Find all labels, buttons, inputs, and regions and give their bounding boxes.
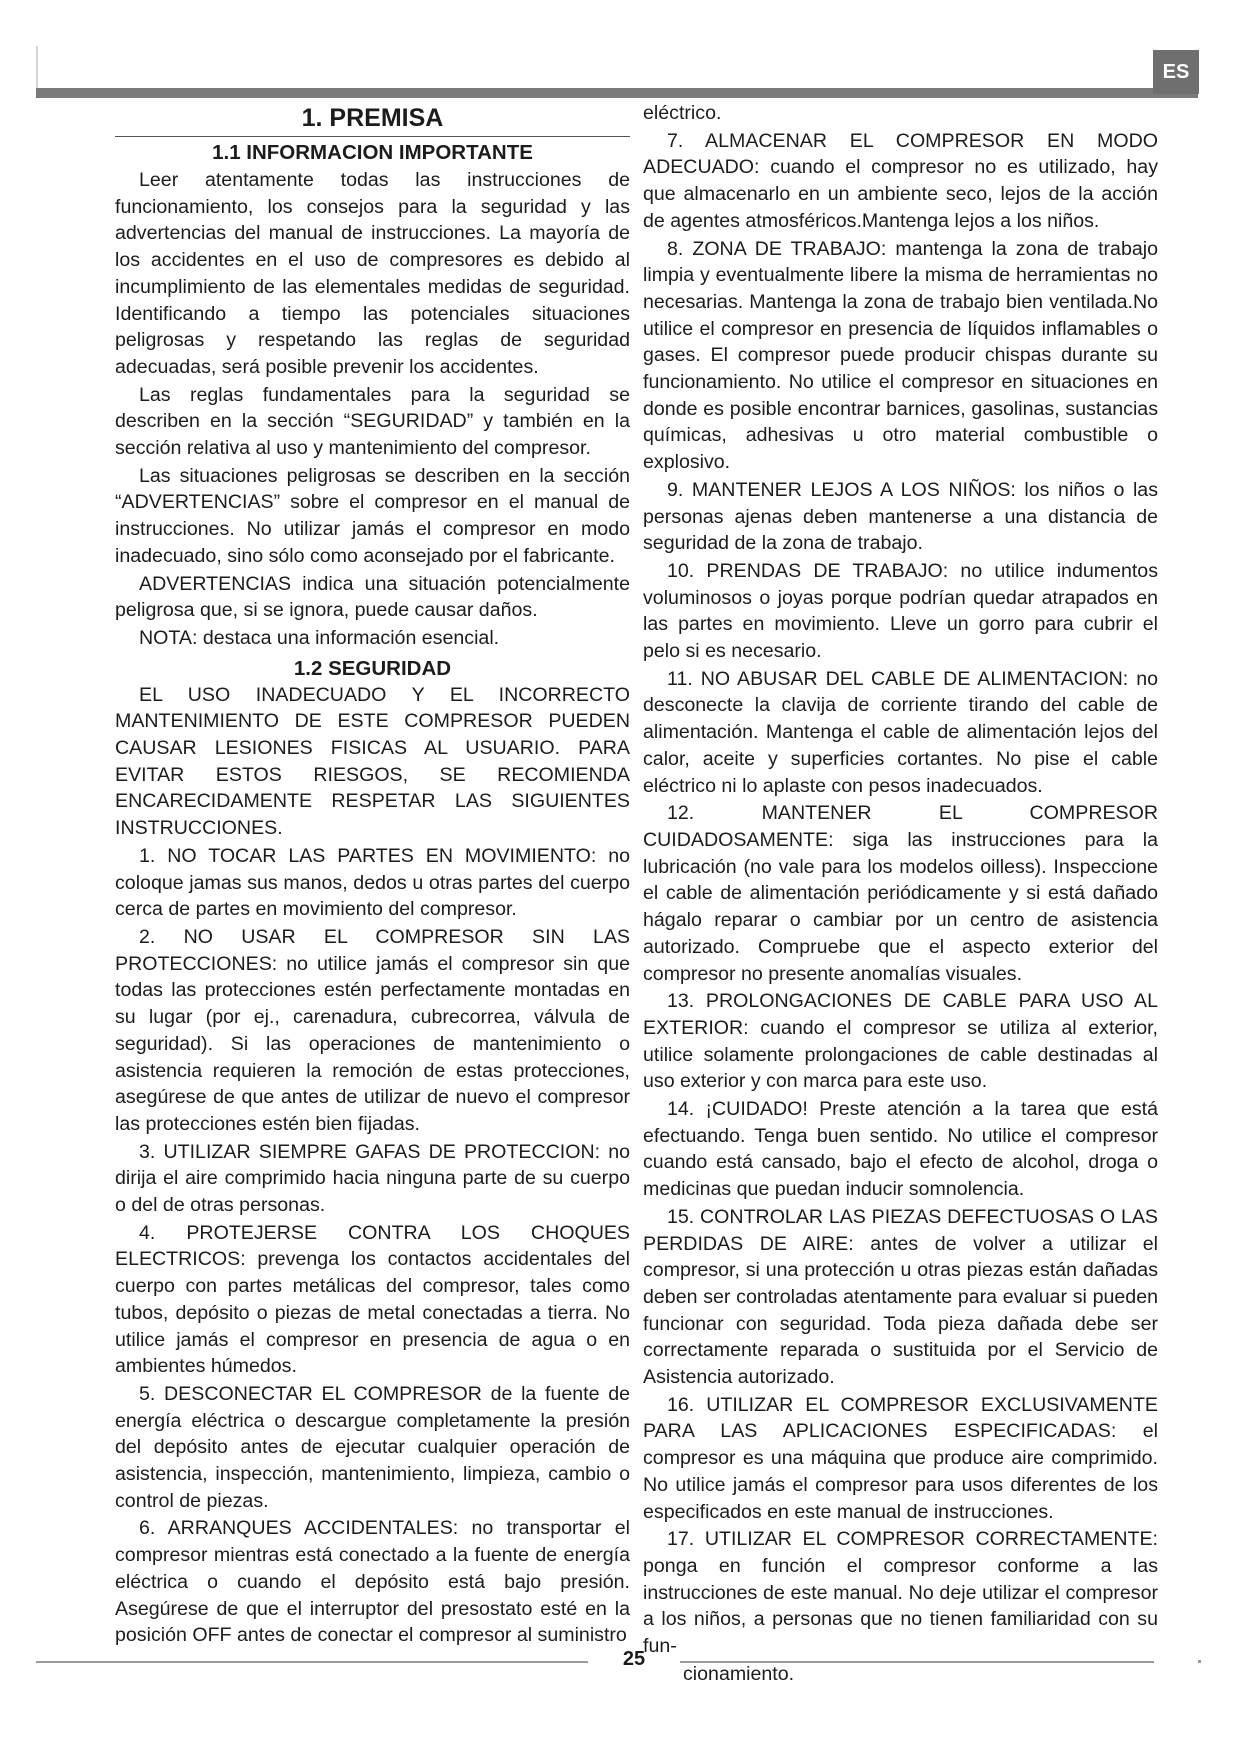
safety-rule: 3. UTILIZAR SIEMPRE GAFAS DE PROTECCION: no dirija el aire comprimido hacia ninguna parte de su cuerpo o del de otras personas.	[115, 1140, 630, 1217]
safety-rule: 11. NO ABUSAR DEL CABLE DE ALIMENTACION: no desconecte la clavija de corriente tirando del cable de alimentación. Mantenga el cable de alimentación lejos del calor, aceite y superficies cortantes. No pise el cable eléctrico ni lo aplaste con pesos inadecuados.	[643, 667, 1158, 797]
safety-rule: 4. PROTEJERSE CONTRA LOS CHOQUES ELECTRICOS: prevenga los contactos accidentales del cuerpo con partes metálicas del compresor, tales como tubos, depósito o piezas de metal conectadas a tierra. No utilice jamás el compresor en presencia de agua o en ambientes húmedos.	[115, 1221, 630, 1378]
page-number: 25	[622, 1648, 646, 1670]
left-column	[115, 100, 630, 1650]
footer-rule-left	[36, 1661, 588, 1663]
safety-rule: 7. ALMACENAR EL COMPRESOR EN MODO ADECUADO: cuando el compresor no es utilizado, hay que almacenarlo en un ambiente seco, lejos de la acción de agentes atmosféricos.Mantenga lejos a los niños.	[643, 129, 1158, 232]
paragraph: Las reglas fundamentales para la seguridad se describen en la sección “SEGURIDAD” y también en la sección relativa al uso y mantenimiento del compresor.	[115, 383, 630, 460]
safety-rule: 12. MANTENER EL COMPRESOR CUIDADOSAMENTE: siga las instrucciones para la lubricación (no vale para los modelos oilless). Inspeccione el cable de alimentación periódicamente y si está dañado hágalo reparar o cambiar por un centro de asistencia autorizado. Compruebe que el aspecto exterior del compresor no presente anomalías visuales.	[643, 802, 1158, 985]
footer-rule-right	[680, 1661, 1154, 1663]
continued-text: cionamiento.	[683, 1662, 795, 1685]
safety-rule: 2. NO USAR EL COMPRESOR SIN LAS PROTECCIONES: no utilice jamás el compresor sin que todas las protecciones estén perfectamente montadas en su lugar (por ej., carenadura, cubrecorrea, válvula de seguridad). Si las operaciones de mantenimiento o asistencia requieren la remoción de estas protecciones, asegúrese de que antes de utilizar de nuevo el compresor las protecciones estén bien fijadas.	[115, 925, 630, 1135]
safety-rule: 9. MANTENER LEJOS A LOS NIÑOS: los niños o las personas ajenas deben mantenerse a una distancia de seguridad de la zona de trabajo.	[643, 478, 1158, 555]
subsection-title-safety: 1.2 SEGURIDAD	[293, 656, 452, 680]
safety-rule: 16. UTILIZAR EL COMPRESOR EXCLUSIVAMENTE PARA LAS APLICACIONES ESPECIFICADAS: el compresor es una máquina que produce aire comprimido. No utilice jamás el compresor para usos diferentes de los especificados en este manual de instrucciones.	[643, 1393, 1158, 1523]
safety-rule: 17. UTILIZAR EL COMPRESOR CORRECTAMENTE: ponga en función el compresor conforme a las instrucciones de este manual. No deje utilizar el compresor a los niños, a personas que no tienen familiaridad con su fun-	[643, 1528, 1158, 1658]
paragraph: NOTA: destaca una información esencial.	[139, 626, 500, 649]
safety-rule: 8. ZONA DE TRABAJO: mantenga la zona de trabajo limpia y eventualmente libere la misma de herramientas no necesarias. Mantenga la zona de trabajo bien ventilada.No utilice el compresor en presencia de líquidos inflamables o gases. El compresor puede producir chispas durante su funcionamiento. No utilice el compresor en situaciones en donde es posible encontrar barnices, gasolinas, sustancias químicas, adhesivas u otro material combustible o explosivo.	[643, 237, 1158, 474]
language-tab: ES	[1153, 50, 1199, 94]
paragraph: Leer atentamente todas las instrucciones de funcionamiento, los consejos para la seguridad y las advertencias del manual de instrucciones. La mayoría de los accidentes en el uso de compresores es debido al incumplimiento de las elementales medidas de seguridad. Identificando a tiempo las potenciales situaciones peligrosas y respetando las reglas de seguridad adecuadas, será posible prevenir los accidentes.	[115, 169, 630, 378]
safety-rule: 13. PROLONGACIONES DE CABLE PARA USO AL EXTERIOR: cuando el compresor se utiliza al exterior, utilice solamente prolongaciones de cable destinadas al uso exterior y con marca para este uso.	[643, 990, 1158, 1093]
header-bar	[36, 88, 1198, 98]
safety-rule: 10. PRENDAS DE TRABAJO: no utilice indumentos voluminosos o joyas porque podrían quedar atrapados en las partes en movimiento. Lleve un gorro para cubrir el pelo si es necesario.	[643, 559, 1158, 663]
title-divider	[115, 136, 630, 137]
safety-rule: 6. ARRANQUES ACCIDENTALES: no transportar el compresor mientras está conectado a la fuente de energía eléctrica o cuando el depósito está bajo presión. Asegúrese de que el interruptor del presostato esté en la posición OFF antes de conectar el compresor al suministro	[115, 1517, 630, 1647]
safety-rule: 14. ¡CUIDADO! Preste atención a la tarea que está efectuando. Tenga buen sentido. No utilice el compresor cuando está cansado, bajo el efecto de alcohol, droga o medicinas que puedan inducir somnolencia.	[643, 1098, 1158, 1201]
safety-rule: 15. CONTROLAR LAS PIEZAS DEFECTUOSAS O LAS PERDIDAS DE AIRE: antes de volver a utilizar el compresor, si una protección u otras piezas están dañadas deben ser controladas atentamente para evaluar si pueden funcionar con seguridad. Toda pieza dañada debe ser correctamente reparada o sustituida por el Servicio de Asistencia autorizado.	[643, 1205, 1158, 1389]
footer-mark	[1198, 1660, 1201, 1663]
safety-rule: 5. DESCONECTAR EL COMPRESOR de la fuente de energía eléctrica o descargue completamente la presión del depósito antes de ejecutar cualquier operación de asistencia, inspección, mantenimiento, limpieza, cambio o control de piezas.	[115, 1382, 630, 1512]
paragraph: Las situaciones peligrosas se describen en la sección “ADVERTENCIAS” sobre el compresor en el manual de instrucciones. No utilizar jamás el compresor en modo inadecuado, sino sólo como aconsejado por el fabricante.	[115, 464, 630, 567]
paragraph: ADVERTENCIAS indica una situación potencialmente peligrosa que, si se ignora, puede causar daños.	[115, 572, 630, 622]
safety-rule: 1. NO TOCAR LAS PARTES EN MOVIMIENTO: no coloque jamas sus manos, dedos u otras partes del cuerpo cerca de partes en movimiento del compresor.	[115, 844, 630, 921]
continued-text: eléctrico.	[643, 102, 722, 124]
right-column	[643, 100, 1158, 1688]
section-title: 1. PREMISA	[301, 104, 444, 132]
subsection-title-important: 1.1 INFORMACION IMPORTANTE	[212, 141, 533, 164]
page-frame-edge	[36, 46, 38, 92]
safety-warning: EL USO INADECUADO Y EL INCORRECTO MANTENIMIENTO DE ESTE COMPRESOR PUEDEN CAUSAR LESIONES FISICAS AL USUARIO. PARA EVITAR ESTOS RIESGOS, SE RECOMIENDA ENCARECIDAMENTE RESPETAR LAS SIGUIENTES INSTRUCCIONES.	[115, 683, 630, 840]
